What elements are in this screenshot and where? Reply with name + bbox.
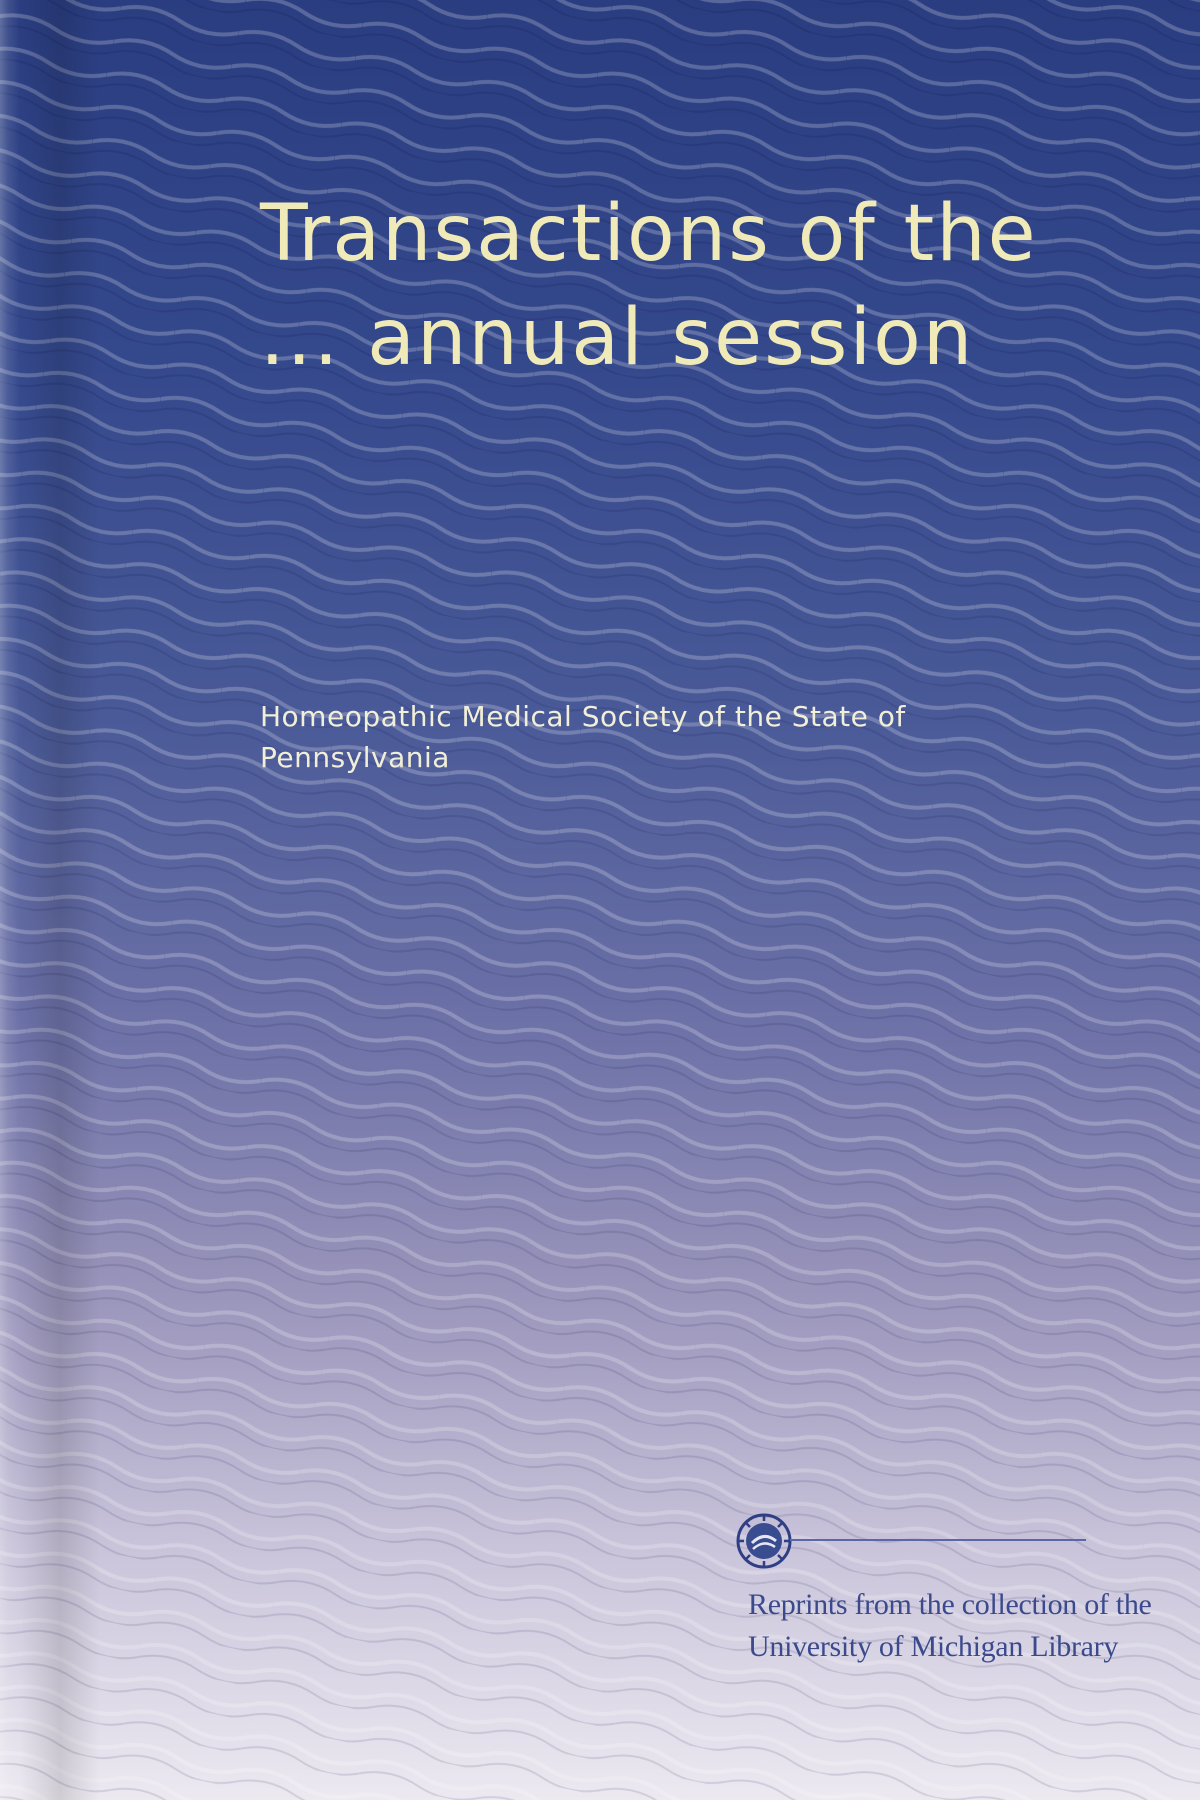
author-line-2: Pennsylvania: [260, 741, 450, 774]
imprint-rule: [790, 1539, 1086, 1541]
publisher-imprint: [748, 1584, 1168, 1668]
book-title: [260, 182, 1120, 390]
cover-spine-shadow: [0, 0, 100, 1800]
book-author: [260, 696, 1060, 778]
title-line-2: ... annual session: [260, 293, 975, 383]
imprint-line-2: University of Michigan Library: [748, 1630, 1119, 1663]
university-seal-icon: [733, 1510, 795, 1572]
imprint-line-1: Reprints from the collection of the: [748, 1588, 1152, 1621]
title-line-1: Transactions of the: [260, 189, 1038, 279]
author-line-1: Homeopathic Medical Society of the State of: [260, 700, 906, 733]
